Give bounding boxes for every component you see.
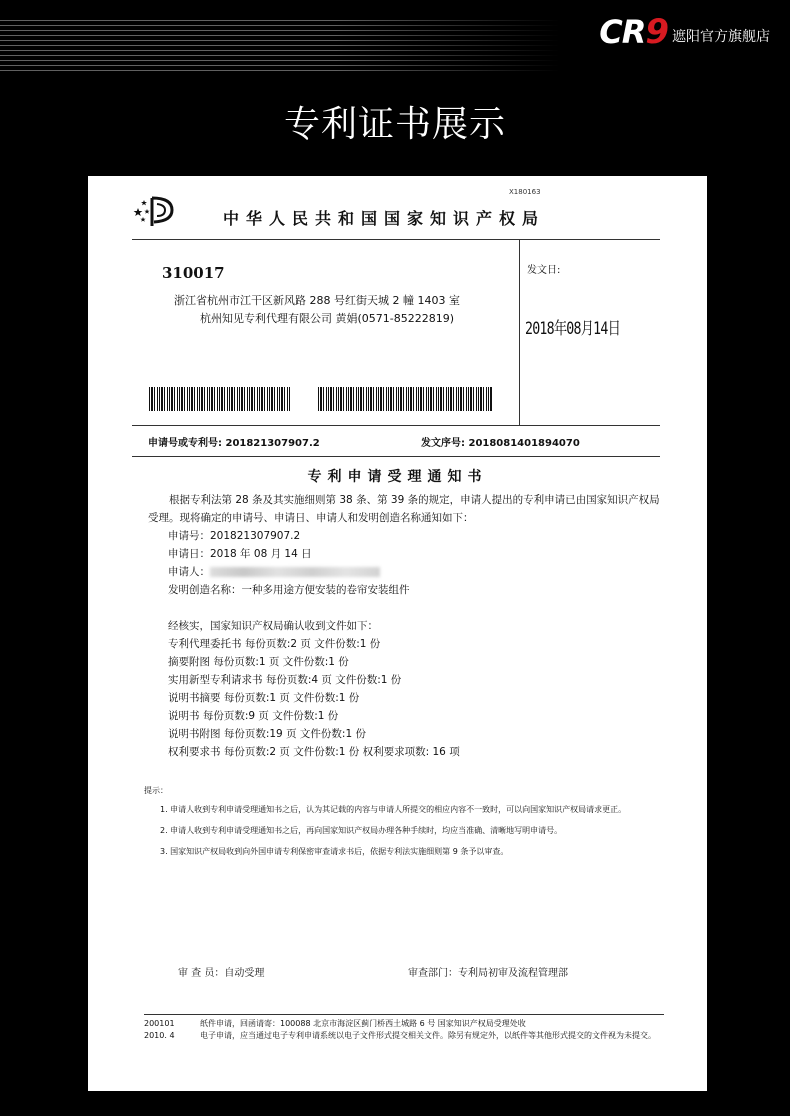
- department: 审查部门：专利局初审及流程管理部: [408, 968, 568, 979]
- brand[interactable]: [599, 14, 770, 50]
- divider: [132, 425, 660, 426]
- applicant-label: 申请人：: [168, 566, 210, 578]
- tip-item: 1. 申请人收到专利申请受理通知书之后，认为其记载的内容与申请人所提交的相应内容不一致时，可以向国家知识产权局请求更正。: [160, 805, 627, 814]
- footer-row: [144, 1018, 684, 1030]
- divider: [132, 239, 660, 240]
- tip-item: 3. 国家知识产权局收到向外国申请专利保密审查请求书后，依据专利法实施细则第 9 条予以审查。: [160, 847, 509, 856]
- divider: [519, 240, 520, 425]
- file-item: 说明书 每份页数:9 页 文件份数:1 份: [168, 710, 339, 722]
- tips-title: 提示：: [144, 786, 168, 795]
- notice-body: [148, 491, 668, 761]
- cnipa-emblem-icon: [132, 194, 182, 228]
- applicant-line: [148, 563, 668, 581]
- header-stripes: [0, 20, 560, 72]
- divider: [132, 456, 660, 457]
- examiner: 审 查 员：自动受理: [178, 968, 265, 979]
- footer-text: 纸件申请，回函请寄：100088 北京市海淀区蓟门桥西土城路 6 号 国家知识产权局受理处收: [200, 1019, 526, 1028]
- footer-code: 200101: [144, 1019, 175, 1028]
- footer-code: 2010. 4: [144, 1031, 175, 1040]
- notice-title: 专利申请受理通知书: [307, 469, 488, 485]
- footer-text: 电子申请，应当通过电子专利申请系统以电子文件形式提交相关文件。除另有规定外，以纸件等其他形式提交的文件视为未提交。: [200, 1031, 656, 1040]
- application-date-line: 申请日：2018 年 08 月 14 日: [168, 548, 312, 560]
- verified-line: 经核实，国家知识产权局确认收到文件如下：: [168, 620, 378, 632]
- agency-line: 杭州知见专利代理有限公司 黄娟(0571-85222819): [200, 312, 455, 325]
- footer: [144, 1018, 684, 1042]
- tip-item: 2. 申请人收到专利申请受理通知书之后，再向国家知识产权局办理各种手续时，均应当准确、清晰地写明申请号。: [160, 826, 563, 835]
- send-serial-number: 发文序号: 2018081401894070: [421, 438, 580, 449]
- invention-name-line: 发明创造名称：一种多用途方便安装的卷帘安装组件: [168, 584, 410, 596]
- file-item: 实用新型专利请求书 每份页数:4 页 文件份数:1 份: [168, 674, 402, 686]
- doc-code: X180163: [509, 188, 541, 196]
- divider: [144, 1014, 664, 1015]
- footer-row: [144, 1030, 684, 1042]
- office-name: 中华人民共和国国家知识产权局: [223, 209, 546, 228]
- file-item: 说明书附图 每份页数:19 页 文件份数:1 份: [168, 728, 366, 740]
- barcode: [149, 387, 291, 411]
- patent-notice-document: [88, 176, 707, 1091]
- address-line: 浙江省杭州市江干区新风路 288 号红街天城 2 幢 1403 室: [174, 294, 460, 307]
- applicant-redacted: [210, 567, 380, 577]
- brand-name: 遮阳官方旗舰店: [672, 29, 770, 45]
- file-item: 专利代理委托书 每份页数:2 页 文件份数:1 份: [168, 638, 381, 650]
- postcode: 310017: [162, 264, 225, 282]
- intro-paragraph: 根据专利法第 28 条及其实施细则第 38 条、第 39 条的规定，申请人提出的专利申请已由国家知识产权局受理。现将确定的申请号、申请日、申请人和发明创造名称通知如下：: [148, 494, 660, 524]
- send-date-label: 发文日:: [527, 265, 561, 276]
- brand-logo: CR9: [599, 12, 668, 52]
- file-item: 权利要求书 每份页数:2 页 文件份数:1 份 权利要求项数: 16 项: [168, 746, 460, 758]
- application-number-line: 申请号：201821307907.2: [168, 530, 301, 542]
- file-item: 说明书摘要 每份页数:1 页 文件份数:1 份: [168, 692, 360, 704]
- tips-section: [144, 783, 674, 865]
- send-date-stamp: 2018年08月14日: [525, 319, 621, 339]
- application-number: 申请号或专利号: 201821307907.2: [148, 438, 320, 449]
- file-item: 摘要附图 每份页数:1 页 文件份数:1 份: [168, 656, 349, 668]
- barcode: [318, 387, 492, 411]
- section-title: 专利证书展示: [283, 104, 506, 145]
